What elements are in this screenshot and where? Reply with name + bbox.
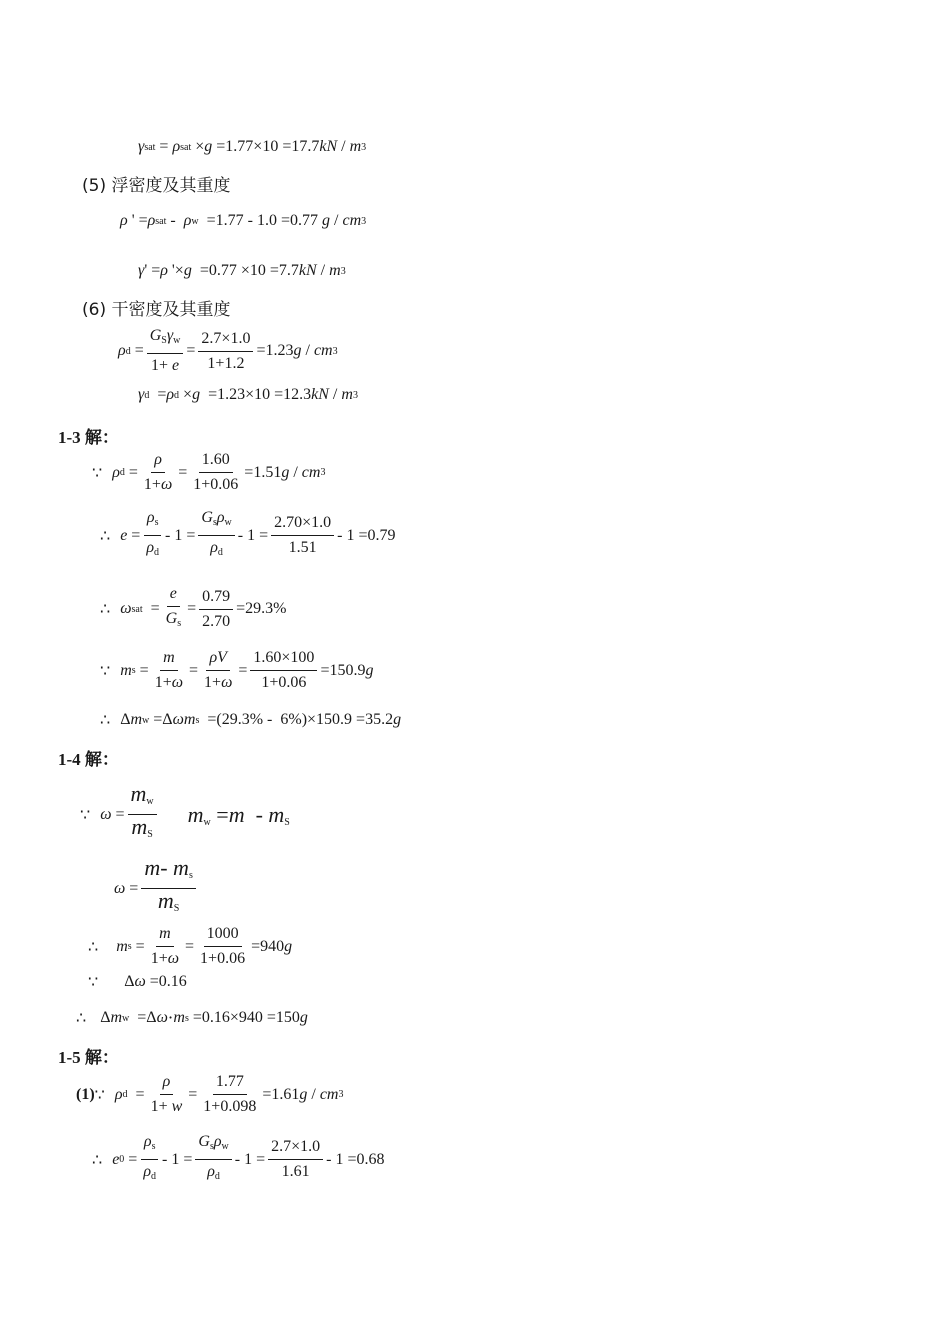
rho-prime-equation: ρ ' = ρ sat - ρ w =1.77 - 1.0 =0.77 g / cm 3 xyxy=(120,212,367,229)
s13-dry-density: ∵ ρ d = $\frac{\rho}{1+\omega}$ = $\frac{1.60}{1+0.06}$ =1.51 g / cm 3 xyxy=(92,451,326,493)
heading-dry-density: (6) 干密度及其重度 xyxy=(82,300,231,320)
gamma-prime-equation: γ ' = ρ '× g =0.77 ×10 =7.7 kN / m 3 xyxy=(138,262,346,279)
s14-water-content-definition: ∵ ω = $\frac{m_w}{m_S}$ $m_w =m - m_S$ xyxy=(80,781,290,840)
heading-buoyant-density: (5) 浮密度及其重度 xyxy=(82,176,231,196)
s14-added-water: ∴ Δ m w =Δ ω ⋅ m s =0.16×940 =150 g xyxy=(76,1009,308,1027)
s13-saturated-water-content: ∴ ω sat = $\frac{e}{G_s}$ = $\frac{0.79}{2.70}$ =29.3% xyxy=(100,585,287,630)
s13-solid-mass: ∵ m s = $\frac{m}{1+\omega}$ = $\frac{\rho V}{1+\omega}$ = $\frac{1.60\times 100}{1+0.06}$ =150.9 g xyxy=(100,649,374,691)
s15-dry-density: (1) ∵ ρ d = $\frac{\rho}{1+ w}$ = $\frac{1.77}{1+0.098}$ =1.61 g / cm 3 xyxy=(76,1073,344,1115)
gamma-sat-equation: γ sat = ρ sat × g =1.77×10 =17.7 kN / m 3 xyxy=(138,138,367,155)
s14-solid-mass: ∴ m s = $\frac{m}{1+\omega}$ = $\frac{1000}{1+0.06}$ =940 g xyxy=(88,925,293,967)
rho-d-equation: ρ d = $\frac{G_S\gamma_w}{1+ e}$ = $\frac{2.7\times 1.0}{1+1.2}$ =1.23 g / cm 3 xyxy=(118,327,338,374)
s13-void-ratio: ∴ e = $\frac{\rho_s}{\rho_d}$ - 1 = $\frac{G_s\rho_w}{\rho_d}$ - 1 = $\frac{2.70\times 1.0}{1.51}$ - 1 =0.79 xyxy=(100,509,396,558)
s14-water-content-expanded: ω = $\frac{m- m_s}{m_S}$ xyxy=(114,858,199,919)
s14-delta-omega: ∵ Δ ω =0.16 xyxy=(88,973,187,991)
section-1-3-heading: 1-3 解： xyxy=(58,428,119,447)
section-1-4-heading: 1-4 解： xyxy=(58,750,119,769)
s13-added-water: ∴ Δ m w =Δ ωm s =(29.3% - 6%)×150.9 =35.2 g xyxy=(100,711,402,729)
s15-initial-void-ratio: ∴ e 0 = $\frac{\rho_s}{\rho_d}$ - 1 = $\frac{G_s\rho_w}{\rho_d}$ - 1 = $\frac{2.7\times 1.0}{1.61}$ - 1 =0.68 xyxy=(92,1133,385,1182)
gamma-d-equation: γ d = ρ d × g =1.23×10 =12.3 kN / m 3 xyxy=(138,386,358,403)
section-1-5-heading: 1-5 解： xyxy=(58,1048,119,1067)
